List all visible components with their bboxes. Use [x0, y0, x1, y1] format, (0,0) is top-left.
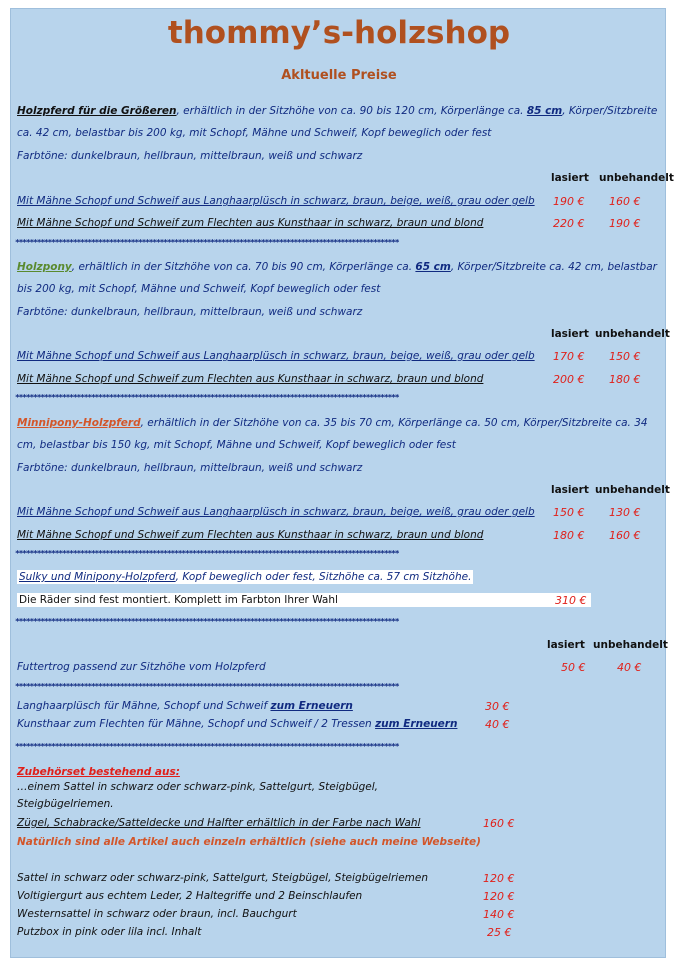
s7-heading: Zubehörset bestehend aus:: [17, 766, 180, 778]
s2-desc-line2: bis 200 kg, mit Schopf, Mähne und Schweif, Kopf beweglich oder fest: [17, 283, 381, 295]
s2-row2-label: Mit Mähne Schopf und Schweif zum Flechten aus Kunsthaar in schwarz, braun und blond: [17, 373, 484, 385]
separator: **********************************************************************************************************: [15, 617, 399, 626]
s2-desc-line1: [17, 261, 657, 273]
s7-line2: Steigbügelriemen.: [17, 798, 114, 810]
s6-l1-link: zum Erneuern: [270, 700, 353, 712]
s3-row2-label: Mit Mähne Schopf und Schweif zum Flechten aus Kunsthaar in schwarz, braun und blond: [17, 529, 484, 541]
s3-row2-unbehandelt: 160 €: [609, 529, 641, 542]
separator: **********************************************************************************************************: [15, 682, 399, 691]
s3-col-unbehandelt: unbehandelt: [595, 484, 670, 496]
s4-product-name: Sulky und Minipony-Holzpferd: [19, 571, 176, 583]
s7-item-4-price: 25 €: [487, 926, 512, 939]
s7-item-1-price: 120 €: [483, 872, 515, 885]
s7-item-3: Westernsattel in schwarz oder braun, incl. Bauchgurt: [17, 908, 297, 920]
s7-price3: 160 €: [483, 817, 515, 830]
s2-col-unbehandelt: unbehandelt: [595, 328, 670, 340]
price-sheet: [10, 8, 674, 958]
s2-row2-lasiert: 200 €: [553, 373, 585, 386]
s7-line3: Zügel, Schabracke/Satteldecke und Halfter erhältlich in der Farbe nach Wahl: [17, 817, 421, 829]
s7-item-2-price: 120 €: [483, 890, 515, 903]
s5-lasiert: 50 €: [561, 661, 586, 674]
s7-line1: …einem Sattel in schwarz oder schwarz-pink, Sattelgurt, Steigbügel,: [17, 781, 378, 793]
s3-desc-line2: cm, belastbar bis 150 kg, mit Schopf, Mähne und Schweif, Kopf beweglich oder fest: [17, 439, 456, 451]
s2-product-name: Holzpony: [17, 261, 72, 273]
s1-row1-lasiert: 190 €: [553, 195, 585, 208]
s6-line1: [17, 700, 353, 712]
s3-row1-lasiert: 150 €: [553, 506, 585, 519]
s1-row1-unbehandelt: 160 €: [609, 195, 641, 208]
separator: **********************************************************************************************************: [15, 549, 399, 558]
s5-col-unbehandelt: unbehandelt: [593, 639, 668, 651]
s1-row2-label: Mit Mähne Schopf und Schweif zum Flechten aus Kunsthaar in schwarz, braun und blond: [17, 217, 484, 229]
s1-row2-lasiert: 220 €: [553, 217, 585, 230]
s5-unbehandelt: 40 €: [617, 661, 642, 674]
s4-desc-line1: [17, 570, 473, 584]
s1-colors: Farbtöne: dunkelbraun, hellbraun, mittelbraun, weiß und schwarz: [17, 150, 363, 162]
s1-row2-unbehandelt: 190 €: [609, 217, 641, 230]
separator: **********************************************************************************************************: [15, 238, 399, 247]
s4-price: 310 €: [555, 594, 587, 607]
s3-row1-unbehandelt: 130 €: [609, 506, 641, 519]
s6-price1: 30 €: [485, 700, 510, 713]
s2-col-lasiert: lasiert: [551, 328, 589, 340]
s3-row2-lasiert: 180 €: [553, 529, 585, 542]
s1-row1-label: Mit Mähne Schopf und Schweif aus Langhaarplüsch in schwarz, braun, beige, weiß, grau oder gelb: [17, 195, 535, 207]
s1-col-lasiert: lasiert: [551, 172, 589, 184]
s7-item-1: Sattel in schwarz oder schwarz-pink, Sattelgurt, Steigbügel, Steigbügelriemen: [17, 872, 429, 884]
s3-product-name: Minnipony-Holzpferd: [17, 417, 141, 429]
s6-l2-link: zum Erneuern: [375, 718, 458, 730]
s2-row1-unbehandelt: 150 €: [609, 350, 641, 363]
s1-desc-line1: [17, 105, 657, 117]
s1-desc1b: , Körper/Sitzbreite: [562, 105, 658, 117]
s7-item-3-price: 140 €: [483, 908, 515, 921]
s6-l1: Langhaarplüsch für Mähne, Schopf und Schweif: [17, 700, 271, 712]
s2-colors: Farbtöne: dunkelbraun, hellbraun, mittelbraun, weiß und schwarz: [17, 306, 363, 318]
s7-item-2: Voltigiergurt aus echtem Leder, 2 Haltegriffe und 2 Beinschlaufen: [17, 890, 363, 902]
s1-desc1: , erhältlich in der Sitzhöhe von ca. 90 bis 120 cm, Körperlänge ca.: [176, 105, 527, 117]
s6-price2: 40 €: [485, 718, 510, 731]
shop-title: thommy’s-holzshop: [167, 15, 511, 51]
s4-line2: Die Räder sind fest montiert. Komplett im Farbton Ihrer Wahl: [17, 593, 591, 607]
s1-length: 85 cm: [526, 105, 563, 117]
s2-row1-lasiert: 170 €: [553, 350, 585, 363]
separator: **********************************************************************************************************: [15, 393, 399, 402]
s5-item: Futtertrog passend zur Sitzhöhe vom Holzpferd: [17, 661, 266, 673]
s4-desc: , Kopf beweglich oder fest, Sitzhöhe ca. 57 cm Sitzhöhe.: [175, 571, 472, 583]
s1-product-name: Holzpferd für die Größeren: [17, 105, 177, 117]
page-subtitle: Akltuelle Preise: [281, 68, 397, 83]
s3-desc1: , erhältlich in der Sitzhöhe von ca. 35 bis 70 cm, Körperlänge ca. 50 cm, Körper/Sitzbreite ca. 34: [140, 417, 648, 429]
s6-line2: [17, 718, 457, 730]
s3-col-lasiert: lasiert: [551, 484, 589, 496]
s2-desc1b: , Körper/Sitzbreite ca. 42 cm, belastbar: [450, 261, 657, 273]
s3-row1-label: Mit Mähne Schopf und Schweif aus Langhaarplüsch in schwarz, braun, beige, weiß, grau oder gelb: [17, 506, 535, 518]
s7-note: Natürlich sind alle Artikel auch einzeln erhältlich (siehe auch meine Webseite): [17, 836, 481, 848]
s3-colors: Farbtöne: dunkelbraun, hellbraun, mittelbraun, weiß und schwarz: [17, 462, 363, 474]
separator: **********************************************************************************************************: [15, 742, 399, 751]
s2-length: 65 cm: [415, 261, 451, 273]
s7-item-4: Putzbox in pink oder lila incl. Inhalt: [17, 926, 202, 938]
s3-desc-line1: [17, 417, 648, 429]
s1-col-unbehandelt: unbehandelt: [599, 172, 674, 184]
s2-row1-label: Mit Mähne Schopf und Schweif aus Langhaarplüsch in schwarz, braun, beige, weiß, grau oder gelb: [17, 350, 535, 362]
s5-col-lasiert: lasiert: [547, 639, 585, 651]
s2-row2-unbehandelt: 180 €: [609, 373, 641, 386]
s1-desc-line2: ca. 42 cm, belastbar bis 200 kg, mit Schopf, Mähne und Schweif, Kopf beweglich oder fest: [17, 127, 492, 139]
s6-l2: Kunsthaar zum Flechten für Mähne, Schopf und Schweif / 2 Tressen: [17, 718, 376, 730]
s2-desc1: , erhältlich in der Sitzhöhe von ca. 70 bis 90 cm, Körperlänge ca.: [71, 261, 416, 273]
